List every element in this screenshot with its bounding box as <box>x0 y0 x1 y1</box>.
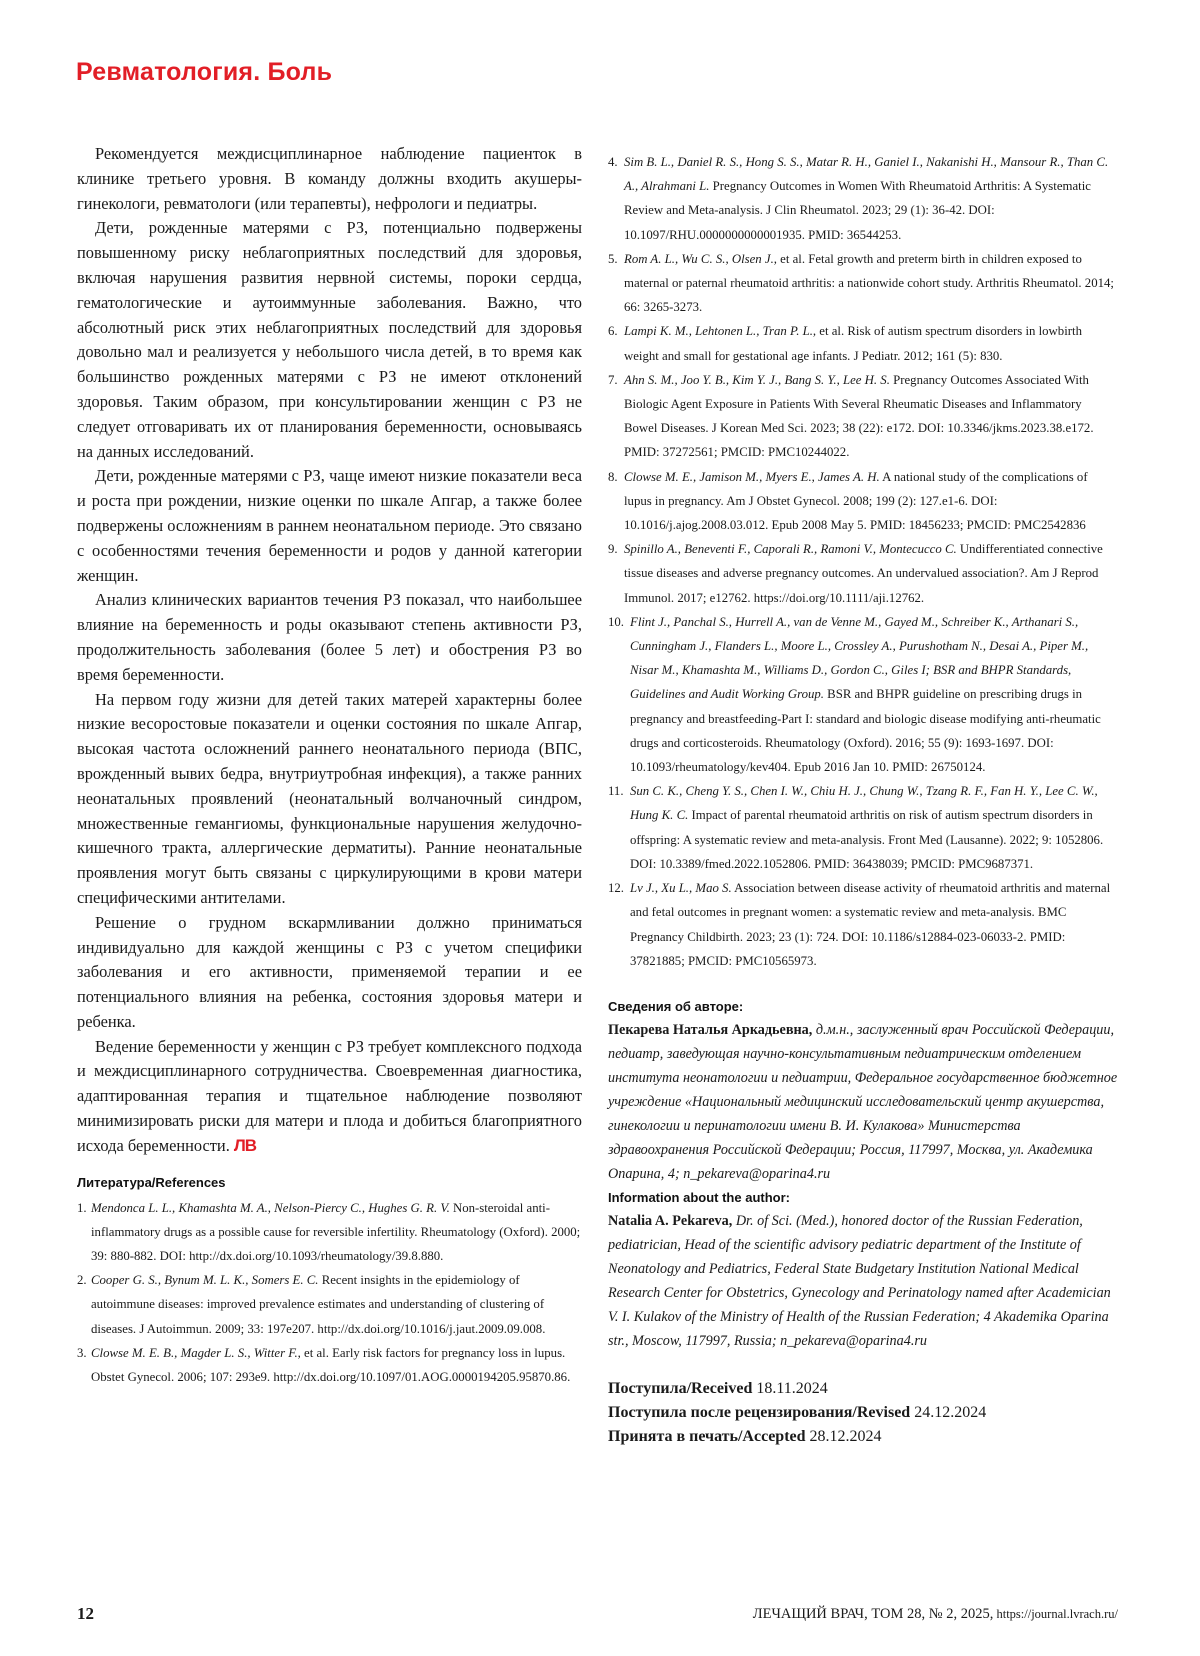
reference-number: 5. <box>608 251 618 266</box>
paragraph: На первом году жизни для детей таких матерей характерны более низкие весоростовые показатели и оценки состояния по шкале Апгар, высокая частота осложнений раннего неонатального периода (ВПС, врожденный вывих бедра, внутриутробная инфекция), а также ранних неонатальных проявлений (неонатальный волчаночный синдром, множественные гемангиомы, функциональные нарушения желудочно-кишечного тракта, аллергические дерматиты). Ранние неонатальные проявления могут быть связаны с циркулирующими в крови матери специфическими антителами. <box>77 689 582 907</box>
date-label: Принята в печать/Accepted <box>608 1427 806 1445</box>
reference-number: 12. <box>608 881 624 896</box>
reference-number: 10. <box>608 614 624 629</box>
journal-url[interactable]: https://journal.lvrach.ru/ <box>993 1607 1118 1621</box>
author-details-en <box>608 1209 1118 1353</box>
reference-item <box>608 779 1118 876</box>
reference-text: Pregnancy Outcomes in Women With Rheumatoid Arthritis: A Systematic Review and Meta-analysis. J Clin Rheumatol. 2023; 29 (1): 36-42. DOI: 10.1097/RHU.0000000000001935. PMID: 36544253. <box>624 179 1091 242</box>
reference-authors: Ahn S. M., Joo Y. B., Kim Y. J., Bang S. Y., Lee H. S. <box>624 372 890 387</box>
author-info <box>608 999 1118 1353</box>
paragraph: Рекомендуется междисциплинарное наблюдение пациенток в клинике третьего уровня. В команду должны входить акушеры-гинекологи, ревматологи (или терапевты), нефрологи и педиатры. <box>77 144 582 213</box>
reference-number: 1. <box>77 1200 87 1215</box>
date-value: 28.12.2024 <box>805 1427 882 1445</box>
reference-text: et al. Fetal growth and preterm birth in children exposed to maternal or paternal rheumatoid arthritis: a nationwide cohort study. Arthritis Rheumatol. 2014; 66: 3265-3273. <box>624 251 1114 315</box>
author-details-ru <box>608 1018 1118 1186</box>
page-number: 12 <box>77 1604 94 1623</box>
section-title: Ревматология. Боль <box>76 58 333 86</box>
reference-number: 8. <box>608 469 618 484</box>
paragraph: Дети, рожденные матерями с РЗ, потенциально подвержены повышенному риску неблагоприятных последствий для здоровья, включая нарушения развития нервной системы, пороки сердца, гематологические и аутоиммунные заболевания. Важно, что абсолютный риск этих неблагоприятных последствий для здоровья довольно мал и реализуется у небольшого числа детей, в то время как большинство рожденных матерями с РЗ не имеют отклонений здоровья. Таким образом, при консультировании женщин с РЗ не следует отговаривать их от планирования беременности, основываясь на данных исследований. <box>77 218 582 461</box>
reference-text: Recent insights in the epidemiology of autoimmune diseases: improved prevalence estimates and understanding of clustering of diseases. J Autoimmun. 2009; 33: 197e207. http://dx.doi.org/10.1016/j.jaut.2009.09.008. <box>91 1273 546 1336</box>
reference-item <box>608 368 1118 465</box>
reference-text: Impact of parental rheumatoid arthritis on risk of autism spectrum disorders in offspring: A systematic review and meta-analysis. Front Med (Lausanne). 2022; 9: 1052806. DOI: 10.3389/fmed.2022.1052806. PMID: 36438039; PMCID: PMC9687371. <box>630 808 1104 871</box>
date-label: Поступила/Received <box>608 1379 753 1397</box>
paragraph: Дети, рожденные матерями с РЗ, чаще имеют низкие показатели веса и роста при рождении, низкие оценки по шкале Апгар, а также более подвержены осложнениям в раннем неонатальном периоде. Это связано с особенностями течения беременности и родов у данной категории женщин. <box>77 466 582 585</box>
right-column <box>608 150 1118 1449</box>
reference-item <box>608 319 1118 367</box>
reference-authors: Flint J., Panchal S., Hurrell A., van de Venne M., Gayed M., Schreiber K., Arthanari S., Cunningham J., Flanders L., Moore L., Crossley A., Purushotham N., Desai A., Piper M., Nisar M., Khamashta M., Williams D., Gordon C., Giles I; BSR and BHPR Standards, Guidelines and Audit Working Group. <box>630 614 1089 702</box>
reference-item <box>608 150 1118 247</box>
reference-text: et al. Risk of autism spectrum disorders in lowbirth weight and small for gestational age infants. J Pediatr. 2012; 161 (5): 830. <box>624 324 1082 363</box>
reference-number: 11. <box>608 784 624 799</box>
reference-authors: Clowse M. E. B., Magder L. S., Witter F., <box>91 1345 301 1360</box>
date-value: 18.11.2024 <box>752 1379 828 1397</box>
date-received <box>608 1377 1118 1401</box>
references-list-right <box>608 150 1118 973</box>
journal-end-mark: ЛВ <box>233 1135 257 1155</box>
reference-text: et al. Early risk factors for pregnancy loss in lupus. Obstet Gynecol. 2006; 107: 293e9. http://dx.doi.org/10.1097/01.AOG.0000194205.95870.86. <box>91 1345 571 1385</box>
left-column <box>77 142 582 1389</box>
reference-number: 7. <box>608 372 618 387</box>
reference-authors: Sun C. K., Cheng Y. S., Chen I. W., Chiu H. J., Chung W., Tzang R. F., Fan H. Y., Lee C. W., Hung K. C. <box>630 784 1098 823</box>
reference-number: 4. <box>608 155 618 169</box>
date-revised <box>608 1401 1118 1425</box>
reference-authors: Cooper G. S., Bynum M. L. K., Somers E. C. <box>91 1273 319 1288</box>
reference-number: 9. <box>608 542 618 557</box>
reference-number: 3. <box>77 1345 87 1360</box>
author-heading-en: Information about the author: <box>608 1189 790 1205</box>
reference-authors: Mendonca L. L., Khamashta M. A., Nelson-Piercy C., Hughes G. R. V. <box>91 1200 450 1215</box>
paragraph: Решение о грудном вскармливании должно приниматься индивидуально для каждой женщины с РЗ с учетом специфики заболевания и его активности, применяемой терапии и ее потенциального влияния на ребенка, состояния здоровья матери и ребенка. <box>77 912 582 1031</box>
author-name-en: Natalia A. Pekareva, <box>608 1212 733 1229</box>
paragraph <box>77 1035 582 1159</box>
reference-item <box>608 465 1118 538</box>
reference-item <box>608 537 1118 610</box>
reference-text: A national study of the complications of lupus in pregnancy. Am J Obstet Gynecol. 2008; 199 (2): 127.e1-6. DOI: 10.1016/j.ajog.2008.03.012. Epub 2008 May 5. PMID: 18456233; PMCID: PMC2542836 <box>624 469 1088 533</box>
reference-text: Association between disease activity of rheumatoid arthritis and maternal and fetal outcomes in pregnant women: a systematic review and meta-analysis. BMC Pregnancy Childbirth. 2023; 23 (1): 724. DOI: 10.1186/s12884-023-06033-2. PMID: 37821885; PMCID: PMC10565973. <box>630 881 1111 968</box>
reference-number: 6. <box>608 324 618 339</box>
reference-authors: Sim B. L., Daniel R. S., Hong S. S., Matar R. H., Ganiel I., Nakanishi H., Mansour R., Than C. A., Alrahmani L. <box>624 155 1109 194</box>
reference-item <box>608 247 1118 320</box>
article-body <box>77 142 582 1159</box>
reference-authors: Rom A. L., Wu C. S., Olsen J., <box>624 251 777 266</box>
reference-authors: Lv J., Xu L., Mao S. <box>630 881 732 896</box>
reference-authors: Spinillo A., Beneventi F., Caporali R., Ramoni V., Montecucco C. <box>624 542 957 557</box>
reference-authors: Clowse M. E., Jamison M., Myers E., James A. H. <box>624 469 880 484</box>
reference-text: Undifferentiated connective tissue diseases and adverse pregnancy outcomes. An undervalued association?. Am J Reprod Immunol. 2017; e12762. https://doi.org/10.1111/aji.12762. <box>624 542 1103 605</box>
paragraph: Анализ клинических вариантов течения РЗ показал, что наибольшее влияние на беременность и роды оказывают степень активности РЗ, продолжительность заболевания (более 5 лет) и обострения РЗ во время беременности. <box>77 590 582 684</box>
author-name-ru: Пекарева Наталья Аркадьевна, <box>608 1021 813 1038</box>
journal-name: ЛЕЧАЩИЙ ВРАЧ, ТОМ 28, № 2, 2025, <box>752 1606 994 1622</box>
date-accepted <box>608 1425 1118 1449</box>
journal-footer <box>753 1606 1118 1623</box>
author-affiliation-ru: д.м.н., заслуженный врач Российской Федерации, педиатр, заведующая научно-консультативным педиатрическим отделением института неонатологии и педиатрии, Федеральное государственное бюджетное учреждение «Национальный медицинский исследовательский центр акушерства, гинекологии и перинатологии имени В. И. Кулакова» Министерства здравоохранения Российской Федерации; Россия, 117997, Москва, ул. Академика Опарина, 4; n_pekareva@oparina4.ru <box>608 1021 1118 1182</box>
date-value: 24.12.2024 <box>910 1403 987 1421</box>
reference-number: 2. <box>77 1273 87 1288</box>
date-label: Поступила после рецензирования/Revised <box>608 1403 911 1421</box>
reference-text: Non-steroidal anti-inflammatory drugs as a possible cause for reversible infertility. Rheumatology (Oxford). 2000; 39: 880-882. DOI: http://dx.doi.org/10.1093/rheumatology/39.8.880. <box>91 1200 581 1264</box>
references-list-left <box>77 1196 582 1390</box>
reference-authors: Lampi K. M., Lehtonen L., Tran P. L., <box>624 324 817 339</box>
reference-item <box>608 876 1118 973</box>
reference-item <box>608 610 1118 779</box>
author-affiliation-en: Dr. of Sci. (Med.), honored doctor of the Russian Federation, pediatrician, Head of the scientific advisory pediatric department of the Institute of Neonatology and Pediatrics, Federal State Budgetary Institution National Medical Research Center for Obstetrics, Gynecology and Perinatology named after Academician V. I. Kulakov of the Ministry of Health of the Russian Federation; 4 Akademika Oparina str., Moscow, 117997, Russia; n_pekareva@oparina4.ru <box>608 1212 1111 1349</box>
references-heading: Литература/References <box>77 1174 226 1190</box>
reference-item <box>77 1268 582 1341</box>
reference-item <box>77 1341 582 1389</box>
reference-text: BSR and BHPR guideline on prescribing drugs in pregnancy and breastfeeding-Part I: standard and biologic disease modifying anti-rheumatic drugs and corticosteroids. Rheumatology (Oxford). 2016; 55 (9): 1693-1697. DOI: 10.1093/rheumatology/kev404. Epub 2016 Jan 10. PMID: 26750124. <box>630 687 1101 775</box>
article-dates <box>608 1377 1118 1449</box>
reference-item <box>77 1196 582 1269</box>
author-heading-ru: Сведения об авторе: <box>608 998 744 1014</box>
reference-text: Pregnancy Outcomes Associated With Biologic Agent Exposure in Patients With Several Rheumatic Diseases and Inflammatory Bowel Diseases. J Korean Med Sci. 2023; 38 (22): e172. DOI: 10.3346/jkms.2023.38.e172. PMID: 37272561; PMCID: PMC10244022. <box>624 372 1094 460</box>
paragraph-text: Ведение беременности у женщин с РЗ требует комплексного подхода и междисциплинарного сотрудничества. Своевременная диагностика, адаптированная терапия и тщательное наблюдение позволяют минимизировать риски для матери и плода и добиться благоприятного исхода беременности. <box>77 1036 582 1155</box>
